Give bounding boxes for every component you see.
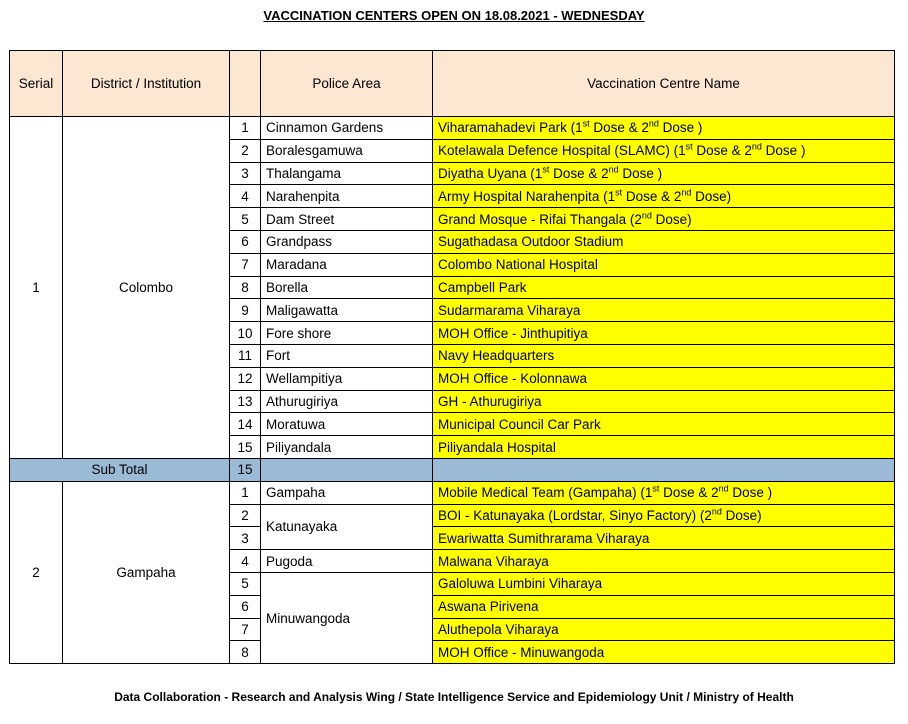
row-number: 3 bbox=[230, 527, 261, 550]
centre-name-cell: Ewariwatta Sumithrarama Viharaya bbox=[433, 527, 895, 550]
police-area-cell: Narahenpita bbox=[261, 185, 433, 208]
centre-name-cell: Malwana Viharaya bbox=[433, 550, 895, 573]
district-cell: Colombo bbox=[63, 117, 230, 459]
police-area-cell: Thalangama bbox=[261, 162, 433, 185]
row-number: 9 bbox=[230, 299, 261, 322]
header-district: District / Institution bbox=[63, 51, 230, 117]
centre-name-cell: Piliyandala Hospital bbox=[433, 436, 895, 459]
police-area-cell: Boralesgamuwa bbox=[261, 139, 433, 162]
header-serial: Serial bbox=[10, 51, 63, 117]
row-number: 12 bbox=[230, 367, 261, 390]
row-number: 15 bbox=[230, 436, 261, 459]
subtotal-value: 15 bbox=[230, 458, 261, 481]
police-area-cell: Maradana bbox=[261, 253, 433, 276]
police-area-cell: Dam Street bbox=[261, 208, 433, 231]
header-number bbox=[230, 51, 261, 117]
centre-name-cell: Municipal Council Car Park bbox=[433, 413, 895, 436]
police-area-cell: Fore shore bbox=[261, 322, 433, 345]
row-number: 4 bbox=[230, 185, 261, 208]
row-number: 4 bbox=[230, 550, 261, 573]
row-number: 10 bbox=[230, 322, 261, 345]
footer-note: Data Collaboration - Research and Analysis Wing / State Intelligence Service and Epidemiology Unit / Ministry of Health bbox=[114, 690, 794, 704]
centre-name-cell: Aluthepola Viharaya bbox=[433, 618, 895, 641]
row-number: 6 bbox=[230, 595, 261, 618]
police-area-cell: Borella bbox=[261, 276, 433, 299]
header-row bbox=[10, 51, 895, 117]
police-area-cell: Pugoda bbox=[261, 550, 433, 573]
serial-cell: 1 bbox=[10, 117, 63, 459]
table-row bbox=[10, 117, 895, 140]
police-area-cell: Grandpass bbox=[261, 230, 433, 253]
header-centre-name: Vaccination Centre Name bbox=[433, 51, 895, 117]
centre-name-cell: Sudarmarama Viharaya bbox=[433, 299, 895, 322]
centre-name-cell: Army Hospital Narahenpita (1st Dose & 2nd Dose) bbox=[433, 185, 895, 208]
centre-name-cell: BOI - Katunayaka (Lordstar, Sinyo Factory) (2nd Dose) bbox=[433, 504, 895, 527]
row-number: 7 bbox=[230, 253, 261, 276]
police-area-cell: Maligawatta bbox=[261, 299, 433, 322]
centre-name-cell: MOH Office - Kolonnawa bbox=[433, 367, 895, 390]
police-area-cell: Gampaha bbox=[261, 481, 433, 504]
row-number: 1 bbox=[230, 117, 261, 140]
row-number: 8 bbox=[230, 641, 261, 664]
centre-name-cell: Aswana Pirivena bbox=[433, 595, 895, 618]
row-number: 3 bbox=[230, 162, 261, 185]
subtotal-row bbox=[10, 458, 895, 481]
centre-name-cell: Viharamahadevi Park (1st Dose & 2nd Dose ) bbox=[433, 117, 895, 140]
police-area-cell: Katunayaka bbox=[261, 504, 433, 550]
row-number: 2 bbox=[230, 504, 261, 527]
centre-name-cell: Kotelawala Defence Hospital (SLAMC) (1st Dose & 2nd Dose ) bbox=[433, 139, 895, 162]
centre-name-cell: Grand Mosque - Rifai Thangala (2nd Dose) bbox=[433, 208, 895, 231]
row-number: 8 bbox=[230, 276, 261, 299]
centre-name-cell: Galoluwa Lumbini Viharaya bbox=[433, 572, 895, 595]
row-number: 11 bbox=[230, 344, 261, 367]
row-number: 14 bbox=[230, 413, 261, 436]
police-area-cell: Moratuwa bbox=[261, 413, 433, 436]
row-number: 5 bbox=[230, 572, 261, 595]
police-area-cell: Wellampitiya bbox=[261, 367, 433, 390]
subtotal-label: Sub Total bbox=[10, 458, 230, 481]
vaccination-centers-table bbox=[9, 50, 895, 664]
header-police-area: Police Area bbox=[261, 51, 433, 117]
table-row bbox=[10, 481, 895, 504]
centre-name-cell: Campbell Park bbox=[433, 276, 895, 299]
row-number: 5 bbox=[230, 208, 261, 231]
centre-name-cell: Diyatha Uyana (1st Dose & 2nd Dose ) bbox=[433, 162, 895, 185]
centre-name-cell: MOH Office - Jinthupitiya bbox=[433, 322, 895, 345]
centre-name-cell: Mobile Medical Team (Gampaha) (1st Dose & 2nd Dose ) bbox=[433, 481, 895, 504]
subtotal-empty bbox=[261, 458, 433, 481]
serial-cell: 2 bbox=[10, 481, 63, 663]
page-title: VACCINATION CENTERS OPEN ON 18.08.2021 - WEDNESDAY bbox=[263, 8, 645, 23]
police-area-cell: Fort bbox=[261, 344, 433, 367]
row-number: 2 bbox=[230, 139, 261, 162]
centre-name-cell: GH - Athurugiriya bbox=[433, 390, 895, 413]
row-number: 1 bbox=[230, 481, 261, 504]
centre-name-cell: Navy Headquarters bbox=[433, 344, 895, 367]
police-area-cell: Piliyandala bbox=[261, 436, 433, 459]
police-area-cell: Athurugiriya bbox=[261, 390, 433, 413]
police-area-cell: Cinnamon Gardens bbox=[261, 117, 433, 140]
subtotal-empty bbox=[433, 458, 895, 481]
row-number: 13 bbox=[230, 390, 261, 413]
centre-name-cell: MOH Office - Minuwangoda bbox=[433, 641, 895, 664]
row-number: 7 bbox=[230, 618, 261, 641]
district-cell: Gampaha bbox=[63, 481, 230, 663]
police-area-cell: Minuwangoda bbox=[261, 572, 433, 663]
centre-name-cell: Colombo National Hospital bbox=[433, 253, 895, 276]
row-number: 6 bbox=[230, 230, 261, 253]
centre-name-cell: Sugathadasa Outdoor Stadium bbox=[433, 230, 895, 253]
